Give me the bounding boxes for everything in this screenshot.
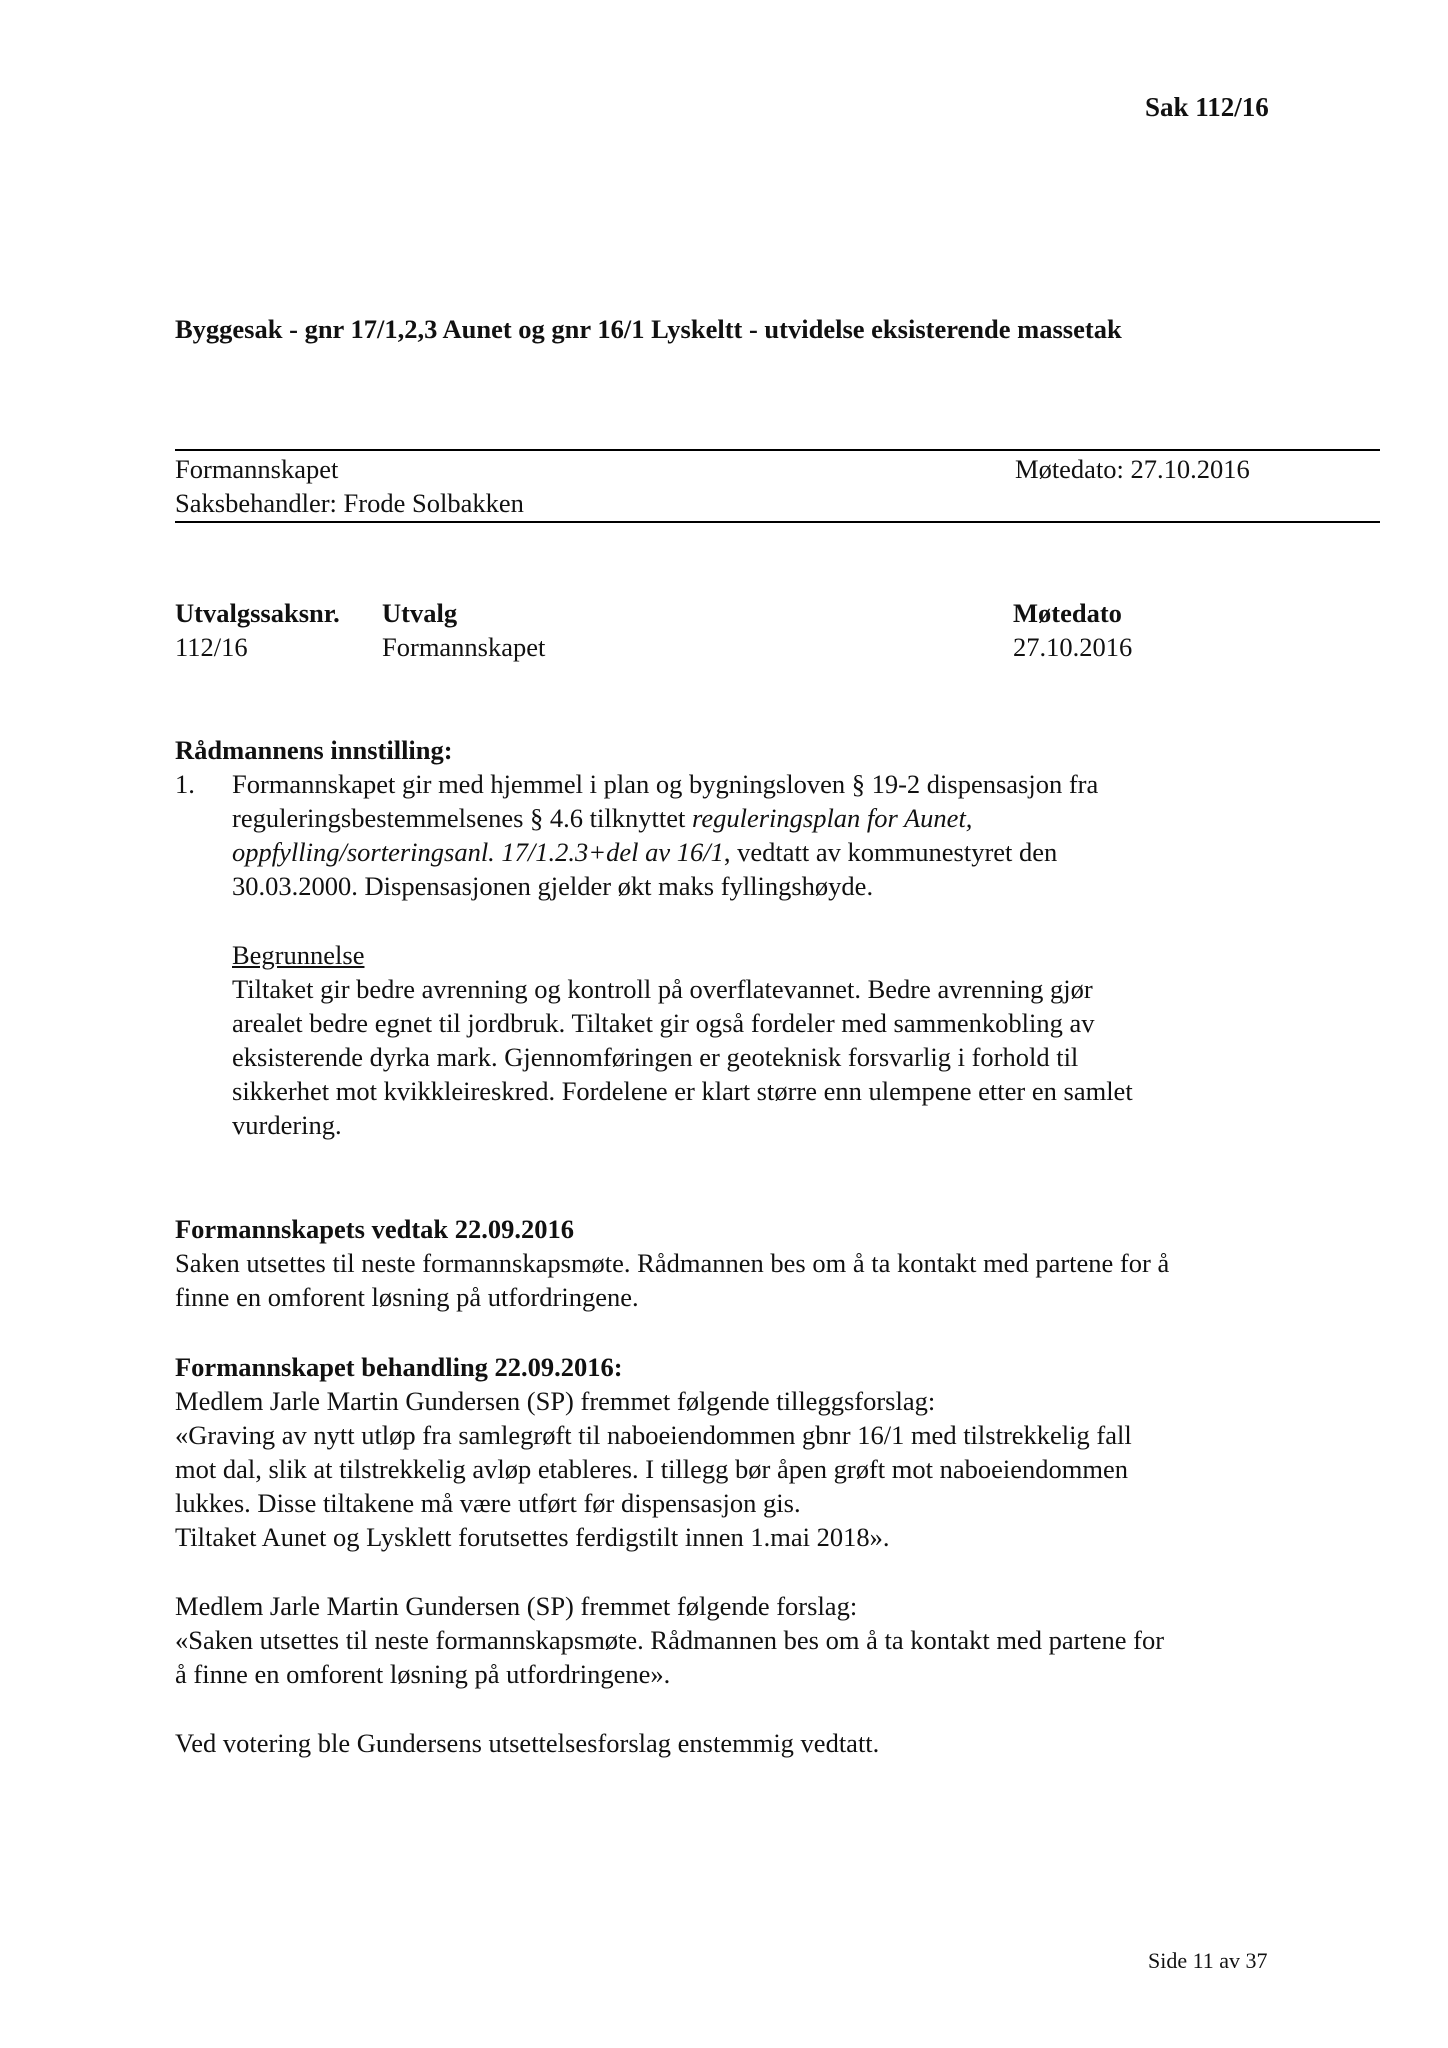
recommendation-line: reguleringsbestemmelsenes § 4.6 tilknyttet reguleringsplan for Aunet, — [232, 803, 973, 833]
case-officer: Saksbehandler: Frode Solbakken — [175, 488, 524, 518]
table-header-case-no: Utvalgssaksnr. — [175, 598, 340, 628]
decision-heading: Formannskapets vedtak 22.09.2016 — [175, 1214, 575, 1244]
meta-top-rule — [175, 449, 1380, 451]
treatment-line: Medlem Jarle Martin Gundersen (SP) fremmet følgende forslag: — [175, 1591, 858, 1621]
reason-line: eksisterende dyrka mark. Gjennomføringen er geoteknisk forsvarlig i forhold til — [232, 1042, 1079, 1072]
vote-result: Ved votering ble Gundersens utsettelsesforslag enstemmig vedtatt. — [175, 1728, 880, 1758]
treatment-line: «Graving av nytt utløp fra samlegrøft til naboeiendommen gbnr 16/1 med tilstrekkelig fall — [175, 1420, 1132, 1450]
case-reference: Sak 112/16 — [1145, 92, 1269, 122]
document-title: Byggesak - gnr 17/1,2,3 Aunet og gnr 16/1 Lyskeltt - utvidelse eksisterende massetak — [175, 314, 1122, 344]
table-cell-date: 27.10.2016 — [1013, 632, 1133, 662]
treatment-line: «Saken utsettes til neste formannskapsmøte. Rådmannen bes om å ta kontakt med partene for — [175, 1625, 1165, 1655]
recommendation-line: Formannskapet gir med hjemmel i plan og bygningsloven § 19-2 dispensasjon fra — [232, 769, 1099, 799]
reason-line: Tiltaket gir bedre avrenning og kontroll på overflatevannet. Bedre avrenning gjør — [232, 974, 1093, 1004]
recommendation-heading: Rådmannens innstilling: — [175, 735, 453, 765]
recommendation-line: 30.03.2000. Dispensasjonen gjelder økt maks fyllingshøyde. — [232, 871, 874, 901]
list-number: 1. — [175, 769, 195, 799]
treatment-line: lukkes. Disse tiltakene må være utført før dispensasjon gis. — [175, 1488, 801, 1518]
committee-name: Formannskapet — [175, 454, 339, 484]
reason-heading: Begrunnelse — [232, 940, 365, 970]
decision-line: finne en omforent løsning på utfordringene. — [175, 1282, 639, 1312]
decision-line: Saken utsettes til neste formannskapsmøte. Rådmannen bes om å ta kontakt med partene for å — [175, 1248, 1170, 1278]
treatment-line: Tiltaket Aunet og Lysklett forutsettes ferdigstilt innen 1.mai 2018». — [175, 1522, 890, 1552]
treatment-heading: Formannskapet behandling 22.09.2016: — [175, 1352, 623, 1382]
table-cell-case-no: 112/16 — [175, 632, 248, 662]
page-number: Side 11 av 37 — [1148, 1948, 1268, 1973]
table-header-date: Møtedato — [1013, 598, 1122, 628]
table-header-committee: Utvalg — [382, 598, 458, 628]
treatment-line: mot dal, slik at tilstrekkelig avløp etableres. I tillegg bør åpen grøft mot naboeiendommen — [175, 1454, 1129, 1484]
treatment-line: Medlem Jarle Martin Gundersen (SP) fremmet følgende tilleggsforslag: — [175, 1386, 936, 1416]
reason-line: vurdering. — [232, 1110, 342, 1140]
meta-bottom-rule — [175, 521, 1380, 523]
reason-line: sikkerhet mot kvikkleireskred. Fordelene er klart større enn ulempene etter en samlet — [232, 1076, 1133, 1106]
reason-line: arealet bedre egnet til jordbruk. Tiltaket gir også fordeler med sammenkobling av — [232, 1008, 1095, 1038]
table-cell-committee: Formannskapet — [382, 632, 546, 662]
meeting-date: Møtedato: 27.10.2016 — [1015, 454, 1250, 484]
recommendation-line: oppfylling/sorteringsanl. 17/1.2.3+del av 16/1, vedtatt av kommunestyret den — [232, 837, 1058, 867]
treatment-line: å finne en omforent løsning på utfordringene». — [175, 1659, 671, 1689]
